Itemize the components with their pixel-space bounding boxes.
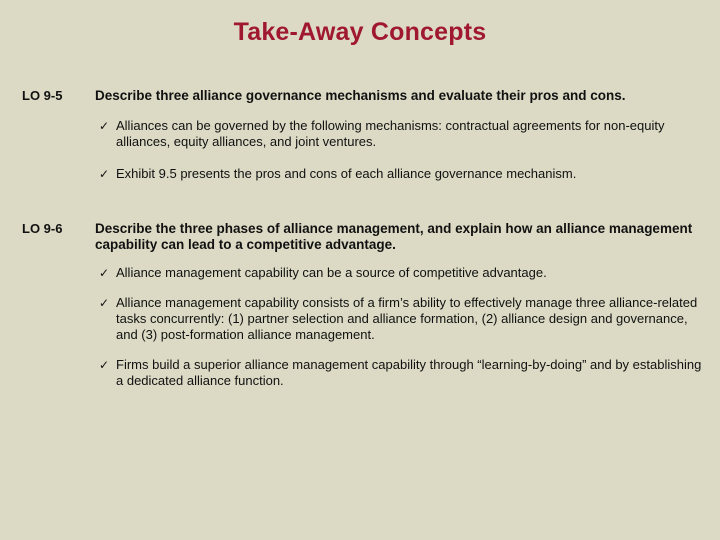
lo-heading: Describe three alliance governance mechanisms and evaluate their pros and cons. <box>95 88 626 103</box>
section-lo-9-5 <box>22 88 702 188</box>
check-mark-icon: ✓ <box>99 296 110 310</box>
list-item <box>95 265 705 281</box>
bullet-list <box>95 265 705 389</box>
check-mark-icon: ✓ <box>99 266 110 280</box>
list-item <box>95 166 705 182</box>
bullet-text: Exhibit 9.5 presents the pros and cons of each alliance governance mechanism. <box>116 166 577 181</box>
bullet-text: Firms build a superior alliance management capability through “learning-by-doing” and by establishing a dedicated alliance function. <box>116 357 702 388</box>
slide-title: Take-Away Concepts <box>233 18 487 46</box>
lo-label: LO 9-5 <box>22 88 63 103</box>
bullet-text: Alliance management capability can be a source of competitive advantage. <box>116 265 547 280</box>
bullet-text: Alliances can be governed by the following mechanisms: contractual agreements for non-equity alliances, equity alliances, and joint ventures. <box>116 118 665 149</box>
check-mark-icon: ✓ <box>99 358 110 372</box>
check-mark-icon: ✓ <box>99 119 110 133</box>
section-lo-9-6 <box>22 221 702 401</box>
list-item <box>95 118 705 150</box>
bullet-list <box>95 118 705 182</box>
lo-label: LO 9-6 <box>22 221 63 236</box>
bullet-text: Alliance management capability consists of a firm’s ability to effectively manage three alliance-related tasks concurrently: (1) partner selection and alliance formation, (2) alliance design and governance, and (3) post-formation alliance management. <box>116 295 698 342</box>
check-mark-icon: ✓ <box>99 167 110 181</box>
list-item <box>95 295 705 343</box>
list-item <box>95 357 705 389</box>
lo-heading: Describe the three phases of alliance management, and explain how an alliance management capability can lead to a competitive advantage. <box>95 221 693 252</box>
